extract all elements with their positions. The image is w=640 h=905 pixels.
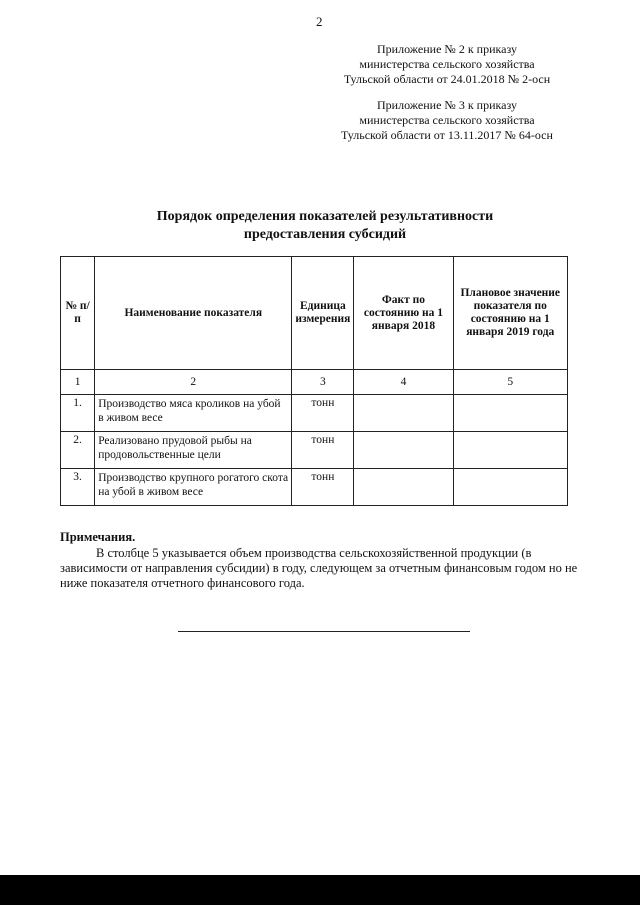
row-unit: тонн [292,469,354,506]
header-fact: Факт по состоянию на 1 января 2018 [354,257,453,370]
page-number: 2 [316,14,323,29]
signature-line [178,631,470,632]
column-number-row [61,370,568,395]
column-number: 3 [292,370,354,395]
appendix-line: министерства сельского хозяйства [359,113,535,127]
row-indicator-name: Реализовано прудовой рыбы на продовольственные цели [95,432,292,469]
row-indicator-name: Производство крупного рогатого скота на убой в живом весе [95,469,292,506]
row-fact-value [354,395,453,432]
column-number: 4 [354,370,453,395]
column-number: 2 [95,370,292,395]
table-header-row [61,257,568,370]
row-plan-value [453,395,568,432]
row-number: 1. [61,395,95,432]
row-indicator-name: Производство мяса кроликов на убой в живом весе [95,395,292,432]
header-plan: Плановое значение показателя по состоянию на 1 января 2019 года [453,257,568,370]
header-unit: Единица измерения [292,257,354,370]
appendix-reference-1 [332,42,562,87]
appendix-line: Приложение № 3 к приказу [377,98,517,112]
column-number: 1 [61,370,95,395]
document-title [60,208,590,244]
table-row [61,469,568,506]
document-title-line-1: Порядок определения показателей результативности [156,209,494,224]
appendix-line: министерства сельского хозяйства [359,57,535,71]
header-indicator-name: Наименование показателя [95,257,292,370]
appendix-line: Тульской области от 13.11.2017 № 64-осн [341,128,553,142]
appendix-reference-2 [332,98,562,143]
column-number: 5 [453,370,568,395]
notes-text: В столбце 5 указывается объем производства сельскохозяйственной продукции (в зависимости от направления субсидии) в году, следующем за отчетным финансовым годом но не ниже показателя отчетного финансового года. [60,546,578,590]
row-fact-value [354,432,453,469]
appendix-line: Тульской области от 24.01.2018 № 2-осн [343,72,551,86]
table-row [61,395,568,432]
row-fact-value [354,469,453,506]
row-plan-value [453,432,568,469]
scan-border [0,875,640,905]
row-number: 3. [61,469,95,506]
row-plan-value [453,469,568,506]
row-unit: тонн [292,395,354,432]
notes-heading: Примечания. [60,530,136,544]
row-number: 2. [61,432,95,469]
indicators-table [60,256,568,506]
row-unit: тонн [292,432,354,469]
document-title-line-2: предоставления субсидий [243,227,407,242]
appendix-line: Приложение № 2 к приказу [377,42,517,56]
table-row [61,432,568,469]
header-number: № п/п [61,257,95,370]
